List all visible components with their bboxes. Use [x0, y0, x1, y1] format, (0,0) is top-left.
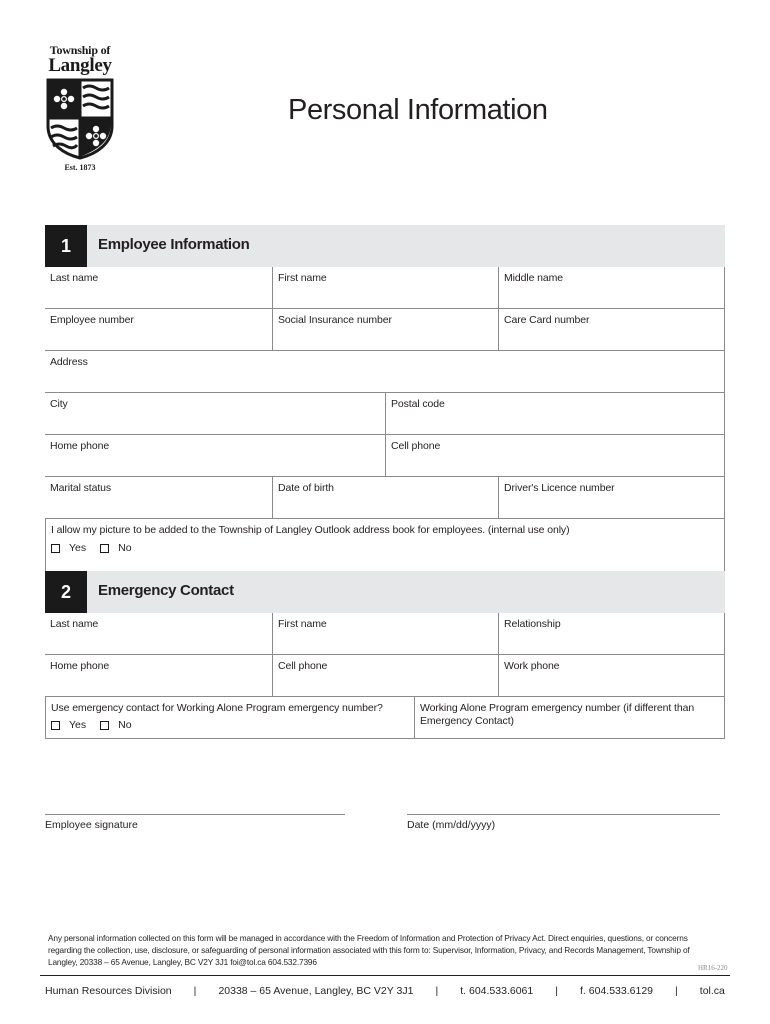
city-postal-row — [45, 393, 725, 435]
sin-field[interactable] — [272, 309, 498, 350]
section2-title: Emergency Contact — [98, 582, 234, 599]
relationship-label: Relationship — [504, 618, 561, 630]
logo-established: Est. 1873 — [64, 163, 96, 172]
signature-date-label: Date (mm/dd/yyyy) — [407, 819, 496, 831]
picture-consent-label: I allow my picture to be added to the Township of Langley Outlook address book for employees. (internal use only) — [51, 524, 570, 536]
sin-label: Social Insurance number — [278, 314, 392, 326]
contact-first-name-field[interactable] — [272, 613, 498, 654]
contact-last-name-label: Last name — [50, 618, 99, 630]
signature-line[interactable] — [45, 814, 345, 815]
footer-separator: | — [435, 985, 439, 997]
employee-first-name-field[interactable] — [272, 267, 498, 308]
footer-separator: | — [193, 985, 197, 997]
contact-name-row — [45, 613, 725, 655]
use-emergency-contact-label: Use emergency contact for Working Alone Program emergency number? — [51, 702, 383, 714]
city-field[interactable] — [45, 393, 385, 434]
checkbox-icon[interactable] — [100, 721, 109, 730]
footer-web[interactable]: tol.ca — [699, 985, 725, 997]
drivers-licence-label: Driver's Licence number — [504, 482, 615, 494]
use-emergency-no-label: No — [118, 719, 132, 731]
employee-middle-name-field[interactable] — [498, 267, 724, 308]
picture-consent-row — [45, 519, 725, 571]
privacy-notice: Any personal information collected on this form will be managed in accordance with the Freedom of Information and Protection of Privacy Act. Direct enquiries, questions, or concerns regarding the collection, use, disclosure, or safeguarding of personal information associated with this form to: Supervisor, Information, Privacy, and Records Management, Township of Langley, 20338 – 65 Avenue, Langley, BC V2Y 3J1 foi@tol.ca 604.532.7396 — [48, 933, 690, 967]
contact-home-phone-label: Home phone — [50, 660, 110, 672]
use-emergency-yes[interactable] — [51, 719, 86, 731]
employee-cell-phone-field[interactable] — [385, 435, 724, 476]
section1-title: Employee Information — [98, 236, 250, 253]
logo-line1: Township of — [49, 43, 111, 57]
checkbox-icon[interactable] — [51, 544, 60, 553]
footer-phone: t. 604.533.6061 — [460, 985, 534, 997]
picture-consent-yes-label: Yes — [69, 542, 87, 554]
date-of-birth-label: Date of birth — [278, 482, 334, 494]
working-alone-number-label: Working Alone Program emergency number (if different than Emergency Contact) — [420, 702, 695, 727]
address-label: Address — [50, 356, 88, 368]
form-code: HR16-220 — [698, 964, 728, 972]
care-card-label: Care Card number — [504, 314, 590, 326]
picture-consent-yes[interactable] — [51, 542, 86, 554]
employee-number-label: Employee number — [50, 314, 134, 326]
section2-number: 2 — [45, 571, 87, 613]
city-label: City — [50, 398, 68, 410]
contact-cell-phone-label: Cell phone — [278, 660, 328, 672]
care-card-field[interactable] — [498, 309, 724, 350]
relationship-field[interactable] — [498, 613, 724, 654]
employee-home-phone-field[interactable] — [45, 435, 385, 476]
contact-cell-phone-field[interactable] — [272, 655, 498, 696]
drivers-licence-field[interactable] — [498, 477, 724, 518]
address-field[interactable] — [45, 351, 725, 393]
employee-last-name-field[interactable] — [45, 267, 272, 308]
footer-fax: f. 604.533.6129 — [580, 985, 653, 997]
contact-phone-row — [45, 655, 725, 697]
employee-phone-row — [45, 435, 725, 477]
footer-address: 20338 – 65 Avenue, Langley, BC V2Y 3J1 — [218, 985, 414, 997]
page-title: Personal Information — [288, 94, 548, 126]
contact-work-phone-field[interactable] — [498, 655, 724, 696]
date-line[interactable] — [407, 814, 720, 815]
logo-line2: Langley — [48, 55, 112, 76]
working-alone-number-field[interactable] — [414, 697, 724, 738]
employee-signature-label: Employee signature — [45, 819, 138, 831]
employee-name-row — [45, 267, 725, 309]
contact-first-name-label: First name — [278, 618, 327, 630]
contact-last-name-field[interactable] — [45, 613, 272, 654]
use-emergency-options — [51, 719, 146, 731]
use-emergency-contact-field — [46, 697, 414, 738]
employee-middle-name-label: Middle name — [504, 272, 564, 284]
employee-number-field[interactable] — [45, 309, 272, 350]
footer — [45, 985, 725, 997]
employee-cell-phone-label: Cell phone — [391, 440, 441, 452]
checkbox-icon[interactable] — [51, 721, 60, 730]
checkbox-icon[interactable] — [100, 544, 109, 553]
picture-consent-options — [51, 542, 146, 554]
employee-first-name-label: First name — [278, 272, 327, 284]
marital-status-label: Marital status — [50, 482, 112, 494]
footer-separator: | — [675, 985, 678, 997]
township-logo — [38, 44, 122, 172]
postal-code-field[interactable] — [385, 393, 724, 434]
use-emergency-no[interactable] — [100, 719, 131, 731]
employee-home-phone-label: Home phone — [50, 440, 110, 452]
crest-icon — [46, 78, 114, 160]
marital-status-field[interactable] — [45, 477, 272, 518]
picture-consent-no-label: No — [118, 542, 132, 554]
employee-numbers-row — [45, 309, 725, 351]
footer-separator: | — [555, 985, 558, 997]
employee-personal-row — [45, 477, 725, 519]
section2-header — [45, 571, 725, 613]
date-of-birth-field[interactable] — [272, 477, 498, 518]
contact-home-phone-field[interactable] — [45, 655, 272, 696]
postal-code-label: Postal code — [391, 398, 445, 410]
use-emergency-yes-label: Yes — [69, 719, 87, 731]
footer-division: Human Resources Division — [45, 985, 172, 997]
contact-work-phone-label: Work phone — [504, 660, 560, 672]
section1-header — [45, 225, 725, 267]
working-alone-row — [45, 697, 725, 739]
employee-last-name-label: Last name — [50, 272, 99, 284]
section1-number: 1 — [45, 225, 87, 267]
footer-divider — [40, 975, 730, 976]
picture-consent-no[interactable] — [100, 542, 131, 554]
